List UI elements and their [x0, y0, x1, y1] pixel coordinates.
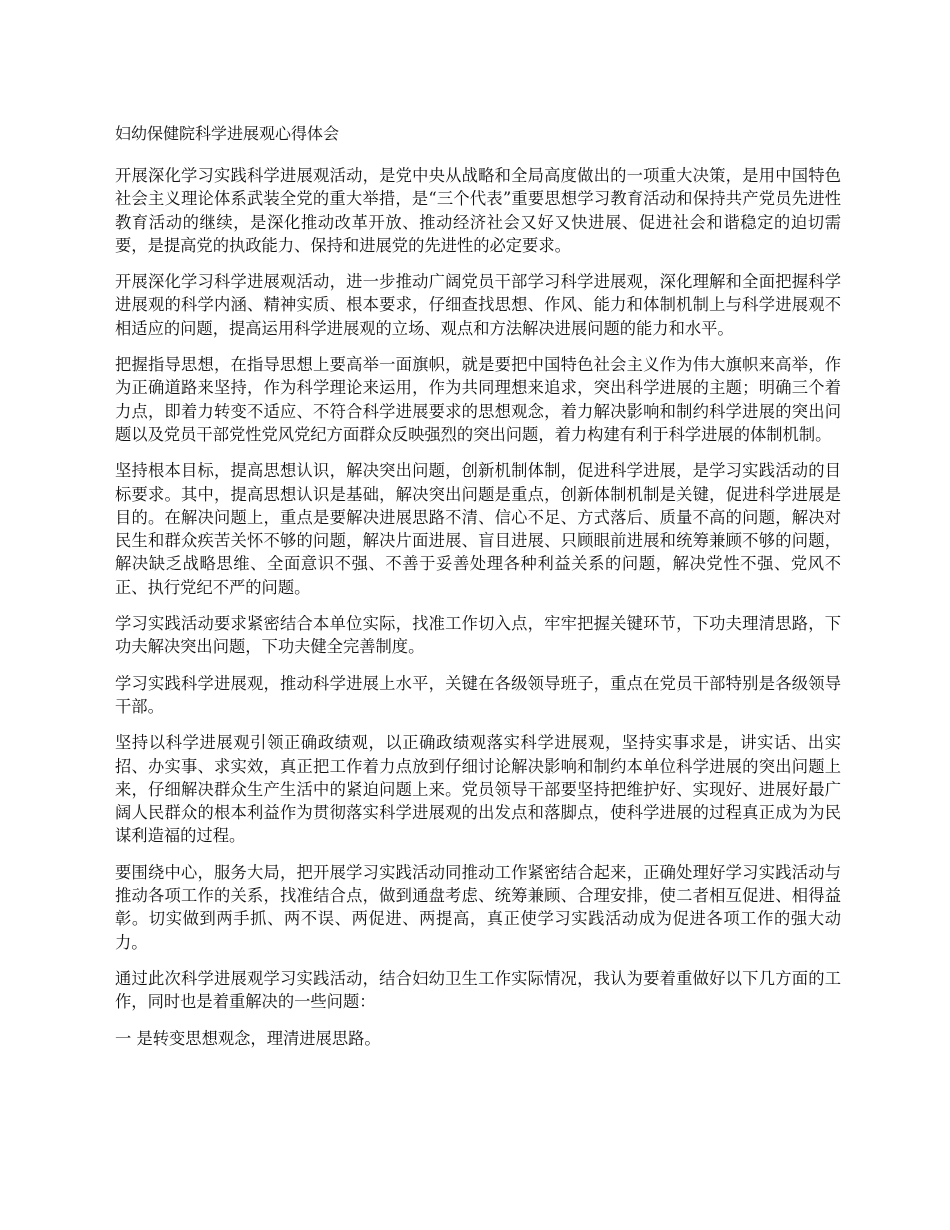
- paragraph-8: 要围绕中心，服务大局，把开展学习实践活动同推动工作紧密结合起来，正确处理好学习实践活动与推动各项工作的关系，找准结合点，做到通盘考虑、统筹兼顾、合理安排，使二者相互促进、相得益彰。切实做到两手抓、两不误、两促进、两提高，真正使学习实践活动成为促进各项工作的强大动力。: [115, 862, 841, 952]
- paragraph-3: 把握指导思想，在指导思想上要高举一面旗帜，就是要把中国特色社会主义作为伟大旗帜来高举，作为正确道路来坚持，作为科学理论来运用，作为共同理想来追求，突出科学进展的主题；明确三个着力点，即着力转变不适应、不符合科学进展要求的思想观念，着力解决影响和制约科学进展的突出问题以及党员干部党性党风党纪方面群众反映强烈的突出问题，着力构建有利于科学进展的体制机制。: [115, 355, 841, 444]
- document-title: 妇幼保健院科学进展观心得体会: [115, 124, 340, 143]
- paragraph-9: 通过此次科学进展观学习实践活动，结合妇幼卫生工作实际情况，我认为要着重做好以下几方面的工作，同时也是着重解决的一些问题：: [115, 968, 841, 1012]
- paragraph-5: 学习实践活动要求紧密结合本单位实际，找准工作切入点，牢牢把握关键环节，下功夫理清思路，下功夫解决突出问题，下功夫健全完善制度。: [115, 614, 841, 657]
- paragraph-2: 开展深化学习科学进展观活动，进一步推动广阔党员干部学习科学进展观，深化理解和全面把握科学进展观的科学内涵、精神实质、根本要求，仔细查找思想、作风、能力和体制机制上与科学进展观不相适应的问题，提高运用科学进展观的立场、观点和方法解决进展问题的能力和水平。: [115, 272, 841, 338]
- paragraph-6: 学习实践科学进展观，推动科学进展上水平，关键在各级领导班子，重点在党员干部特别是各级领导干部。: [115, 673, 841, 716]
- paragraph-1: 开展深化学习实践科学进展观活动，是党中央从战略和全局高度做出的一项重大决策，是用中国特色社会主义理论体系武装全党的重大举措，是“三个代表”重要思想学习教育活动和保持共产党员先进性教育活动的继续，是深化推动改革开放、推动经济社会又好又快进展、促进社会和谐稳定的迫切需要，是提高党的执政能力、保持和进展党的先进性的必定要求。: [115, 166, 841, 255]
- paragraph-7: 坚持以科学进展观引领正确政绩观，以正确政绩观落实科学进展观，坚持实事求是，讲实话、出实招、办实事、求实效，真正把工作着力点放到仔细讨论解决影响和制约本单位科学进展的突出问题上来，仔细解决群众生产生活中的紧迫问题上来。党员领导干部要坚持把维护好、实现好、进展好最广阔人民群众的根本利益作为贯彻落实科学进展观的出发点和落脚点，使科学进展的过程真正成为为民谋利造福的过程。: [115, 733, 841, 846]
- document-body: [115, 122, 841, 1063]
- paragraph-10: 一 是转变思想观念，理清进展思路。: [115, 1028, 381, 1048]
- paragraph-4: 坚持根本目标，提高思想认识，解决突出问题，创新机制体制，促进科学进展，是学习实践活动的目标要求。其中，提高思想认识是基础，解决突出问题是重点，创新体制机制是关键，促进科学进展是目的。在解决问题上，重点是要解决进展思路不清、信心不足、方式落后、质量不高的问题，解决对民生和群众疾苦关怀不够的问题，解决片面进展、盲目进展、只顾眼前进展和统筹兼顾不够的问题，解决缺乏战略思维、全面意识不强、不善于妥善处理各种利益关系的问题，解决党性不强、党风不正、执行党纪不严的问题。: [115, 461, 841, 597]
